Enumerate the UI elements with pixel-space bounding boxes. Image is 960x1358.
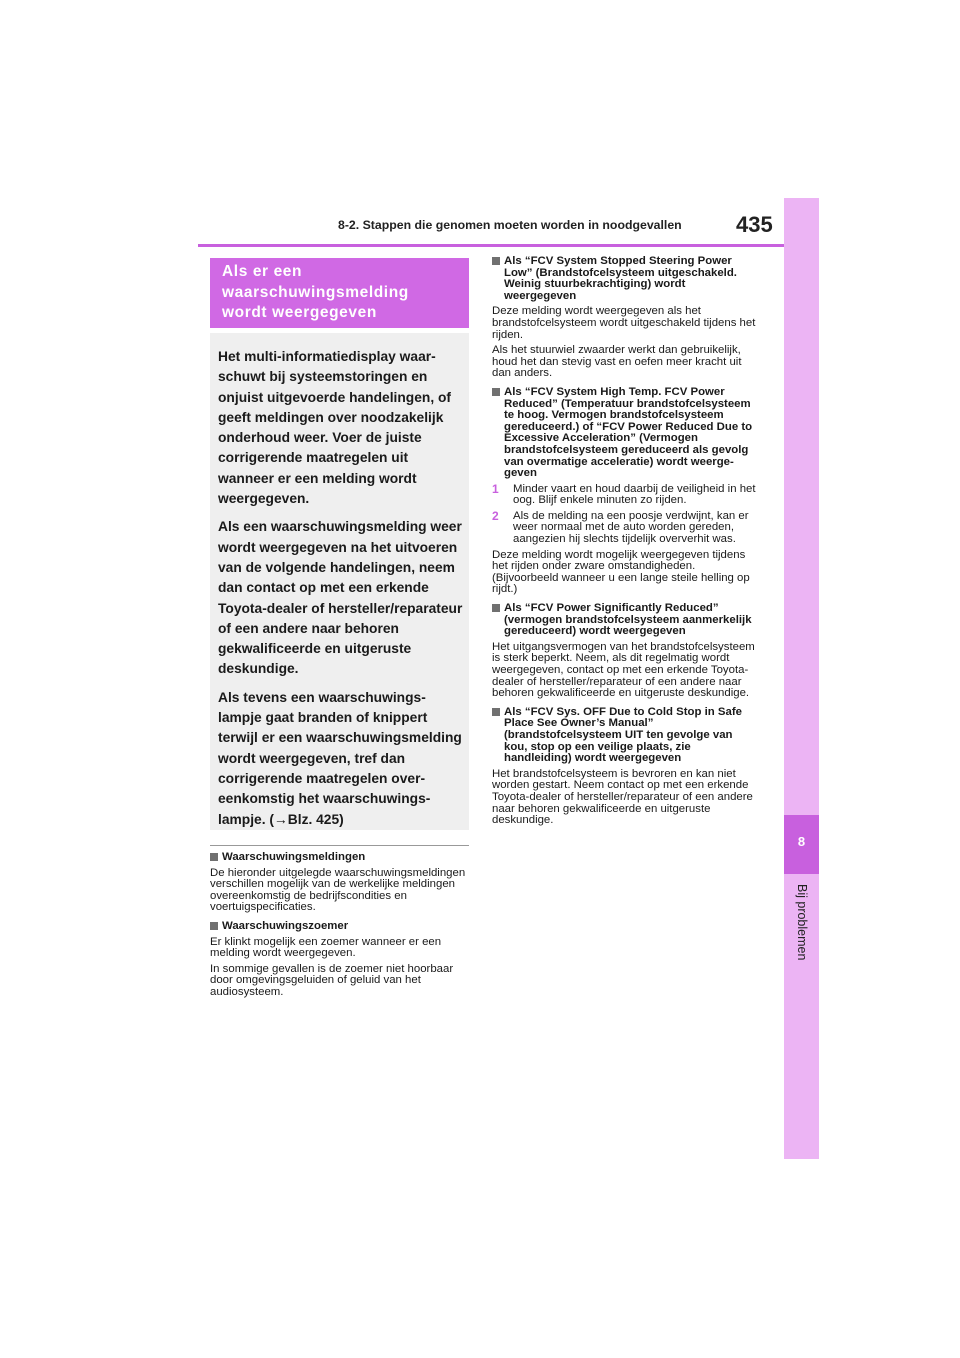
paragraph: De hieronder uitgelegde waarschuwingsmeldingen verschillen mogelijk van de werkelijke meldingen overeenkomstig de bedrijfscondities en voertuigspecificaties. — [210, 866, 466, 914]
warning-messages-section — [210, 852, 470, 914]
step-1 — [492, 481, 756, 507]
chapter-tab-strip — [784, 198, 819, 1159]
chapter-number: 8 — [797, 834, 806, 849]
header-rule — [198, 244, 786, 247]
section-title: 8-2. Stappen die genomen moeten worden in noodgevallen — [338, 218, 682, 232]
paragraph: Als het stuurwiel zwaarder werkt dan gebruikelijk, houd het dan stevig vast en oefen meer kracht uit dan anders. — [492, 344, 742, 380]
page-number: 435 — [736, 212, 773, 237]
intro-paragraph-1: Het multi-informatiedisplay waarschuwt bij systeemstoringen en onjuist uitgevoerde handelingen, of geeft meldingen over noodzakelijk onderhoud weer. Voer de juiste corrigerende maatregelen uit wanneer er een melding wordt weergegeven. — [218, 349, 452, 507]
subheading: Als “FCV System Stopped Steering Power Low” (Brandstofcelsysteem uitgeschakeld. Weinig stuurbekrachtiging) wordt weergegeven — [492, 256, 756, 302]
high-temp-section — [492, 387, 756, 596]
steering-power-low-section — [492, 256, 756, 380]
intro-paragraph-3: Als tevens een waarschuwingslampje gaat branden of knippert terwijl er een waarschuwingsmelding wordt weergegeven, tref dan corrigerende maatregelen overeenkomstig het waarschuwingslampje. (→Blz. 425) — [218, 689, 462, 827]
left-column — [210, 852, 470, 1006]
divider — [210, 845, 469, 846]
step-text: Minder vaart en houd daarbij de veiligheid in het oog. Blijf enkele minuten zo rijden. — [513, 482, 756, 507]
paragraph: In sommige gevallen is de zoemer niet hoorbaar door omgevingsgeluiden of geluid van het audiosysteem. — [210, 962, 454, 998]
paragraph: Het uitgangsvermogen van het brandstofcelsysteem is sterk beperkt. Neem, als dit regelmatig wordt weergegeven, contact op met een erkende Toyota-dealer of hersteller/reparateur of een andere naar behoren gekwalificeerde en uitgeruste deskundige. — [492, 640, 755, 700]
paragraph: Deze melding wordt weergegeven als het brandstofcelsysteem wordt uitgeschakeld tijdens het rijden. — [492, 305, 756, 341]
step-number: 1 — [492, 481, 499, 496]
warning-buzzer-section — [210, 921, 470, 999]
step-2 — [492, 508, 756, 546]
right-column — [492, 256, 756, 834]
section-heading-line-2: waarschuwingsmelding — [222, 283, 409, 301]
intro-paragraph-2: Als een waarschuwingsmelding weer wordt weergegeven na het uitvoeren van de volgende handelingen, neem dan contact op met een erkende Toyota-dealer of hersteller/reparateur of een andere naar behoren gekwalificeerde en uitgeruste deskundige. — [218, 519, 463, 677]
step-number: 2 — [492, 508, 499, 523]
paragraph: Er klinkt mogelijk een zoemer wanneer er een melding wordt weergegeven. — [210, 935, 442, 960]
paragraph: Het brandstofcelsysteem is bevroren en kan niet worden gestart. Neem contact op met een erkende Toyota-dealer of hersteller/reparateur of een andere naar behoren gekwalificeerde en uitgeruste deskundige. — [492, 767, 753, 827]
intro-text — [218, 347, 464, 838]
paragraph: Deze melding wordt mogelijk weergegeven tijdens het rijden onder zware omstandigheden. (Bijvoorbeeld wanneer u een lange steile helling op rijdt.) — [492, 548, 750, 596]
section-heading — [222, 262, 466, 324]
step-text: Als de melding na een poosje verdwijnt, kan er weer normaal met de auto worden gereden, aangezien hij slechts tijdelijk oververhit was. — [513, 509, 749, 546]
subheading: Waarschuwingsmeldingen — [210, 852, 470, 864]
chapter-label: Bij problemen — [795, 884, 809, 961]
power-reduced-section — [492, 603, 756, 700]
section-heading-line-3: wordt weergegeven — [222, 304, 377, 321]
subheading: Waarschuwingszoemer — [210, 921, 470, 933]
subheading: Als “FCV Power Significantly Reduced” (vermogen brandstofcelsysteem aanmerkelijk gereduceerd) wordt weergegeven — [492, 603, 756, 638]
subheading: Als “FCV Sys. OFF Due to Cold Stop in Safe Place See Owner’s Manual” (brandstofcelsysteem UIT ten gevolge van kou, stop op een veilige plaats, zie handleiding) wordt weergegeven — [492, 707, 756, 765]
cold-stop-section — [492, 707, 756, 827]
subheading: Als “FCV System High Temp. FCV Power Reduced” (Temperatuur brandstofcelsysteem te hoog. Vermogen brandstofcelsysteem gereduceerd.) of “FCV Power Reduced Due to Excessive Acceleration” (Vermogen brandstofcelsysteem gereduceerd als gevolg van overmatige acceleratie) wordt weergegeven — [492, 387, 756, 480]
section-heading-line-1: Als er een — [222, 263, 303, 280]
